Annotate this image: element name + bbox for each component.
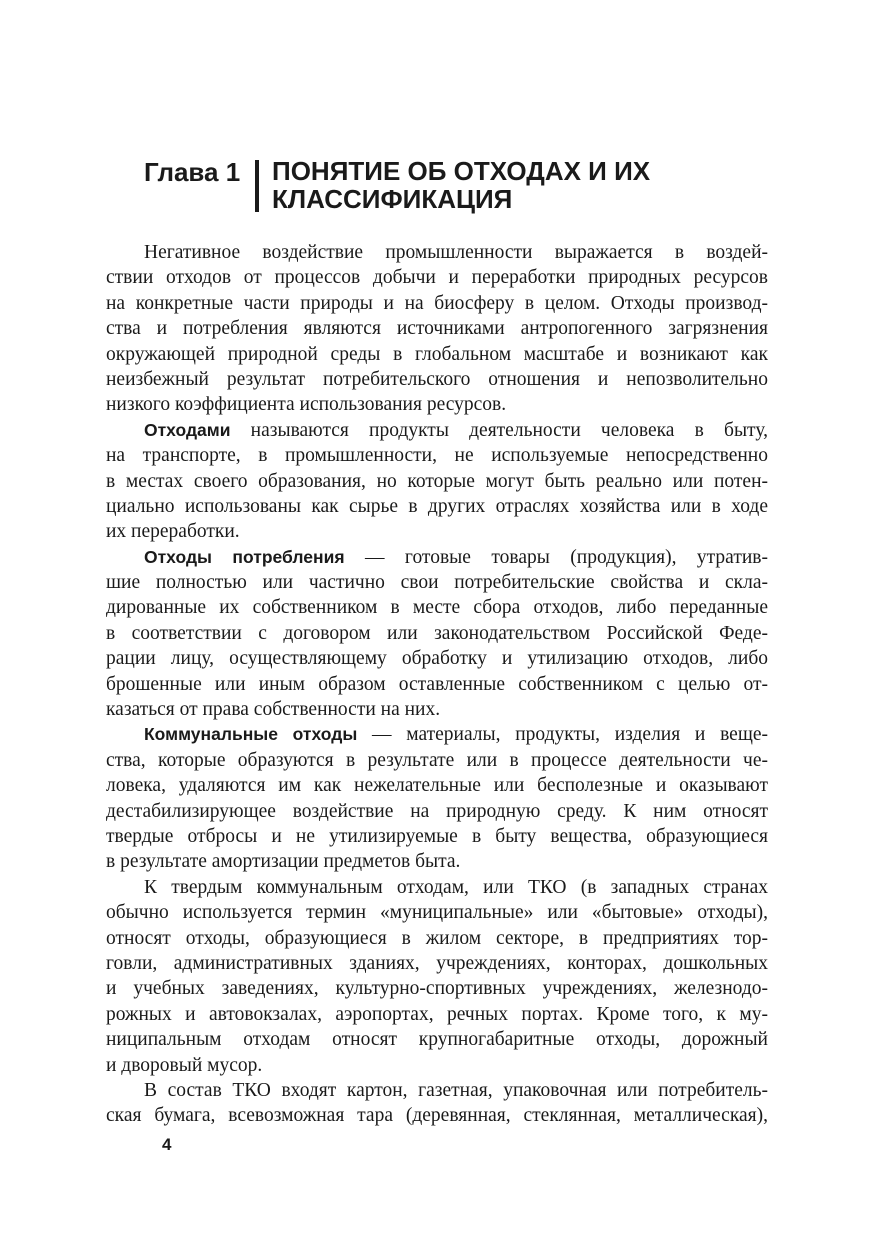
text-line: В состав ТКО входят картон, газетная, упаковочная или потребитель- [144, 1079, 768, 1101]
text-fragment: называются продукты деятельности человека в быту, [230, 419, 768, 441]
definition-term: Отходами [144, 419, 231, 440]
text-line: рации лицу, осуществляющему обработку и утилизацию отходов, либо [106, 648, 768, 670]
page-number: 4 [162, 1135, 172, 1154]
text-line: говли, административных зданиях, учреждениях, конторах, дошкольных [106, 952, 768, 974]
paragraph [106, 875, 768, 1078]
text-line: окружающей природной среды в глобальном масштабе и возникают как [106, 343, 768, 365]
chapter-title-line: ПОНЯТИЕ ОБ ОТХОДАХ И ИХ [272, 156, 651, 186]
text-line: в соответствии с договором или законодательством Российской Феде- [106, 622, 768, 644]
text-fragment: — материалы, продукты, изделия и веще- [357, 724, 768, 746]
text-line: К твердым коммунальным отходам, или ТКО (в западных странах [144, 876, 768, 898]
text-line: на транспорте, в промышленности, не используемые непосредственно [106, 445, 768, 467]
body-text [106, 240, 768, 1129]
chapter-divider [255, 160, 259, 212]
chapter-heading [144, 154, 784, 216]
definition-term: Отходы потребления [144, 546, 345, 567]
text-line: неизбежный результат потребительского отношения и непозволительно [106, 368, 768, 390]
text-line: на конкретные части природы и на биосферу в целом. Отходы производ- [106, 292, 768, 314]
text-line: их переработки. [106, 521, 240, 543]
text-line: твердые отбросы и не утилизируемые в быту вещества, образующиеся [106, 825, 768, 847]
text-line: относят отходы, образующиеся в жилом секторе, в предприятиях тор- [106, 927, 768, 949]
text-line: Негативное воздействие промышленности выражается в воздей- [144, 242, 768, 263]
text-line: казаться от права собственности на них. [106, 699, 441, 721]
text-fragment: — готовые товары (продукция), утратив- [344, 546, 768, 568]
text-line: в местах своего образования, но которые могут быть реально или потен- [106, 470, 768, 492]
paragraph [106, 1078, 768, 1129]
chapter-title [272, 157, 650, 213]
text-line: дированные их собственником в месте сбора отходов, либо переданные [106, 597, 768, 619]
text-line: рожных и автовокзалах, аэропортах, речных портах. Кроме того, к му- [106, 1003, 768, 1025]
text-line: дестабилизирующее воздействие на природную среду. К ним относят [106, 800, 768, 822]
text-line [106, 418, 768, 443]
paragraph [106, 545, 768, 723]
text-line: ствии отходов от процессов добычи и переработки природных ресурсов [106, 267, 768, 289]
text-line: шие полностью или частично свои потребительские свойства и скла- [106, 572, 768, 594]
definition-term: Коммунальные отходы [144, 724, 358, 745]
text-line: обычно используется термин «муниципальные» или «бытовые» отходы), [106, 902, 768, 924]
text-line: низкого коэффициента использования ресурсов. [106, 394, 507, 416]
paragraph [106, 722, 768, 874]
text-line: ниципальным отходам относят крупногабаритные отходы, дорожный [106, 1029, 768, 1051]
text-line: циально использованы как сырье в других отраслях хозяйства или в ходе [106, 495, 768, 517]
text-line: и учебных заведениях, культурно-спортивных учреждениях, железнодо- [106, 978, 768, 1000]
chapter-label: Глава 1 [144, 157, 241, 187]
paragraph [106, 240, 768, 418]
text-line: ская бумага, всевозможная тара (деревянная, стеклянная, металлическая), [106, 1105, 768, 1127]
text-line: и дворовый мусор. [106, 1054, 263, 1076]
paragraph [106, 418, 768, 545]
text-line [106, 545, 768, 570]
text-line: в результате амортизации предметов быта. [106, 851, 461, 873]
text-line [106, 722, 768, 747]
chapter-title-line: КЛАССИФИКАЦИЯ [272, 184, 513, 214]
text-line: брошенные или иным образом оставленные собственником с целью от- [106, 673, 768, 695]
text-line: ловека, удаляются им как нежелательные или бесполезные и оказывают [106, 775, 768, 797]
text-line: ства, которые образуются в результате или в процессе деятельности че- [106, 749, 768, 771]
text-line: ства и потребления являются источниками антропогенного загрязнения [106, 318, 768, 340]
